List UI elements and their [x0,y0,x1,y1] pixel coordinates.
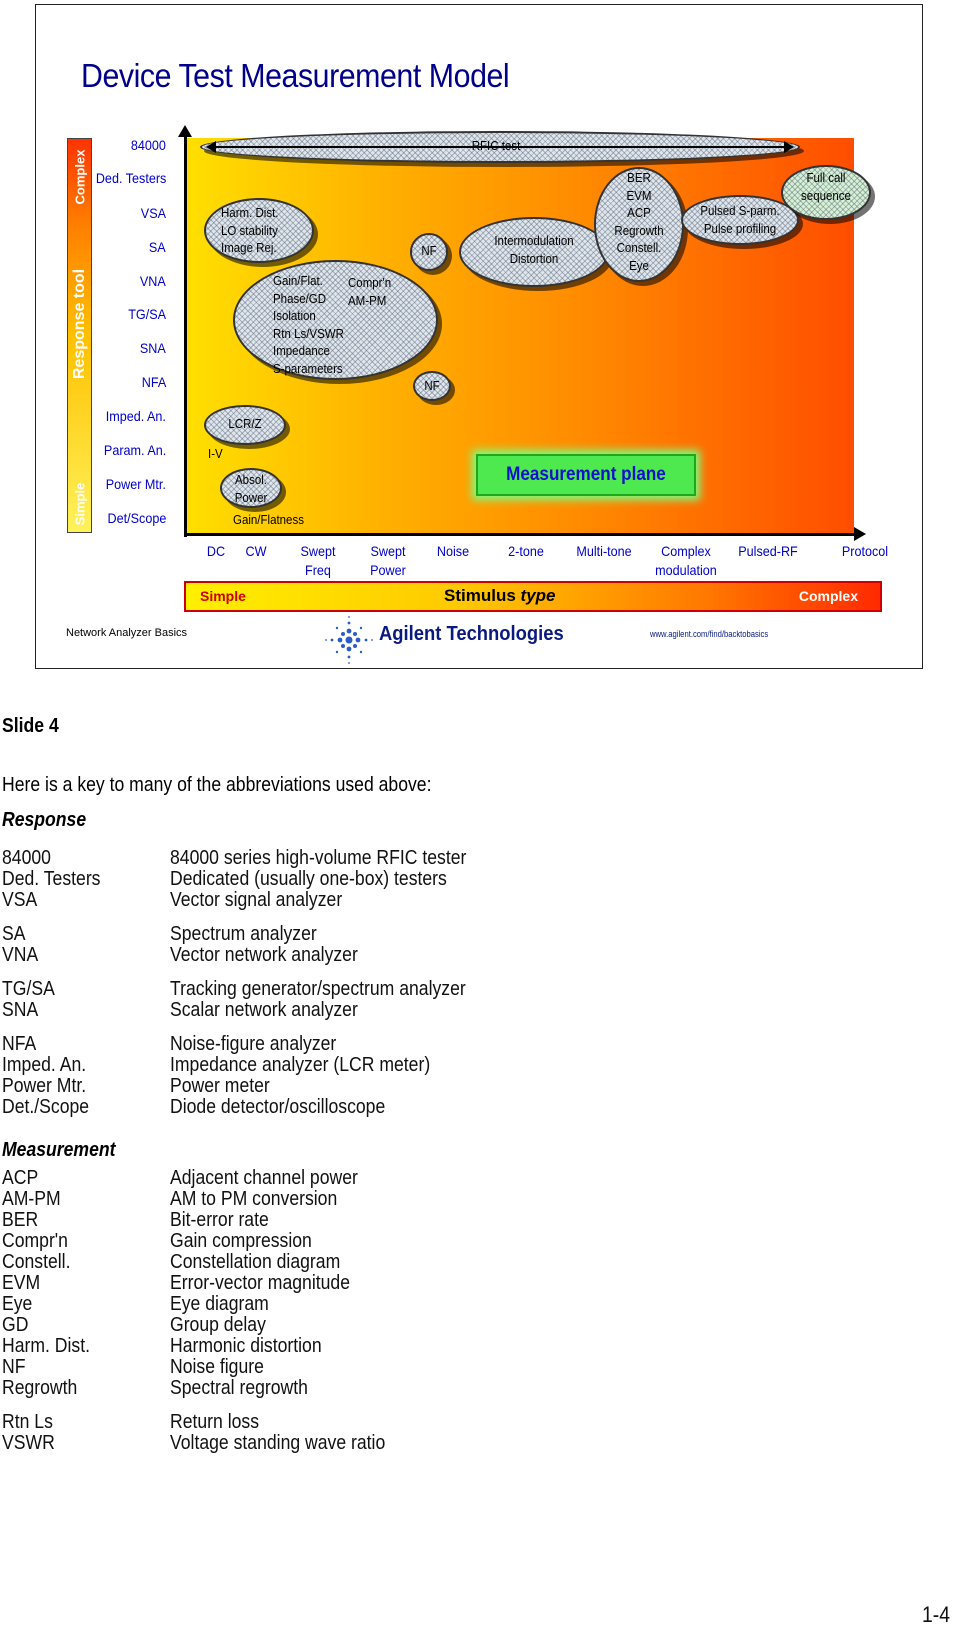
response-tool-label: VNA [140,273,166,289]
footer-url[interactable]: www.agilent.com/find/backtobasics [650,629,769,639]
x-axis-arrow [184,533,854,536]
abbreviation-definition: Bit-error rate [170,1209,269,1231]
response-tool-bar [67,138,92,533]
abbreviation-definition: Return loss [170,1411,260,1433]
rfic-arrow-line [214,146,784,148]
stimulus-type-title: Stimulus type [444,586,556,605]
abbreviation-term: Eye [2,1293,33,1315]
abbreviation-term: VSA [2,889,38,911]
abbreviation-definition: Harmonic distortion [170,1335,322,1357]
abbreviation-term: GD [2,1314,29,1336]
stimulus-type-label: Protocol [841,543,889,559]
footer-course-name: Network Analyzer Basics [66,627,188,639]
abbreviation-term: ACP [2,1167,39,1189]
abbreviation-term: Det./Scope [2,1096,90,1118]
stimulus-type-label: CW [245,543,267,559]
iv-label: I-V [208,447,223,461]
rfic-arrow-right-icon [784,141,794,153]
gain-flatness-label: Gain/Flatness [233,513,304,527]
abbreviation-definition: Dedicated (usually one-box) testers [170,868,447,890]
intermod-text: Intermodulation Distortion [494,234,574,266]
abbreviation-definition: Gain compression [170,1230,312,1252]
stimulus-type-bar [184,581,882,612]
abbreviation-term: Imped. An. [2,1054,87,1076]
abbreviation-term: Rtn Ls [2,1411,53,1433]
stimulus-type-label: Complex modulation [655,543,717,578]
abbreviation-definition: Group delay [170,1314,266,1336]
measurement-heading: Measurement [2,1139,116,1161]
response-tool-label: NFA [141,374,166,390]
response-heading: Response [2,809,87,831]
response-tool-label: TG/SA [128,306,166,322]
abbreviation-definition: Diode detector/oscilloscope [170,1096,386,1118]
abbreviation-term: VSWR [2,1432,55,1454]
absol-power-text: Absol. Power [234,473,268,505]
response-tool-label: Imped. An. [105,408,166,424]
bar-complex-label: Complex [72,149,87,205]
abbreviation-term: Regrowth [2,1377,78,1399]
abbreviation-definition: Impedance analyzer (LCR meter) [170,1054,431,1076]
abbreviation-term: SNA [2,999,39,1021]
abbreviation-definition: Power meter [170,1075,270,1097]
compr-text: Compr'n AM-PM [348,276,392,308]
abbreviation-term: Power Mtr. [2,1075,87,1097]
measurement-plane-label: Measurement plane [506,464,666,485]
abbreviation-term: TG/SA [2,978,55,1000]
abbreviation-term: 84000 [2,847,51,869]
abbreviation-definition: Noise figure [170,1356,264,1378]
abbreviation-definition: Vector signal analyzer [170,889,343,911]
agilent-spark-logo-icon [324,615,374,665]
response-tool-label: SA [149,239,166,255]
stimulus-type-label: Multi-tone [576,543,632,559]
response-tool-label: Param. An. [103,442,166,458]
intro-text: Here is a key to many of the abbreviations used above: [2,774,432,796]
abbreviation-definition: Spectrum analyzer [170,923,317,945]
abbreviation-term: Compr'n [2,1230,68,1252]
abbreviation-definition: Vector network analyzer [170,944,358,966]
abbreviation-definition: Error-vector magnitude [170,1272,350,1294]
abbreviation-term: NFA [2,1033,37,1055]
stimulus-type-label: DC [206,543,226,559]
abbreviation-definition: Scalar network analyzer [170,999,358,1021]
slide-title: Device Test Measurement Model [81,57,510,94]
stimulus-type-label: Swept Freq [300,543,336,578]
response-tool-label: Ded. Testers [95,170,166,186]
abbreviation-term: SA [2,923,26,945]
gain-flat-text: Gain/Flat. Phase/GD Isolation Rtn Ls/VSWR Impedance S-parameters [273,274,344,376]
abbreviation-definition: Eye diagram [170,1293,269,1315]
measurement-plane-box [476,454,696,496]
stimulus-type-label: Pulsed-RF [738,543,798,559]
stimulus-type-label: Swept Power [370,543,406,578]
abbreviation-term: Ded. Testers [2,868,101,890]
abbreviation-definition: AM to PM conversion [170,1188,338,1210]
response-tool-label: 84000 [130,137,166,153]
bar-simple-label: Simple [72,482,87,526]
response-tool-label: VSA [140,205,166,221]
response-tool-label: Det/Scope [107,510,166,526]
company-name: Agilent Technologies [379,623,564,645]
abbreviation-term: AM-PM [2,1188,61,1210]
abbreviation-definition: Voltage standing wave ratio [170,1432,386,1454]
nf-bottom-label: NF [424,379,440,393]
abbreviation-term: Constell. [2,1251,71,1273]
abbreviation-definition: Adjacent channel power [170,1167,358,1189]
slide-number-label: Slide 4 [2,715,59,737]
response-tool-label: Power Mtr. [105,476,166,492]
stimulus-type-label: Noise [436,543,470,559]
full-call-text: Full call sequence [801,171,851,203]
abbreviation-definition: Spectral regrowth [170,1377,308,1399]
abbreviation-definition: Constellation diagram [170,1251,341,1273]
bar-response-tool-label: Response tool [70,268,88,380]
stimulus-type-label: 2-tone [508,543,544,559]
nf-top-label: NF [421,244,437,258]
slide-frame [35,4,923,669]
stimulus-simple-label: Simple [200,588,246,604]
abbreviation-term: EVM [2,1272,41,1294]
rfic-arrow-left-icon [206,141,216,153]
y-axis-arrow [184,135,187,537]
abbreviation-term: Harm. Dist. [2,1335,90,1357]
harm-dist-text: Harm. Dist. LO stability Image Rej. [221,206,279,255]
ber-text: BER EVM ACP Regrowth Constell. Eye [614,171,664,273]
abbreviation-definition: Tracking generator/spectrum analyzer [170,978,466,1000]
pulsed-text: Pulsed S-parm. Pulse profiling [700,204,780,236]
abbreviation-term: NF [2,1356,26,1378]
abbreviation-definition: 84000 series high-volume RFIC tester [170,847,467,869]
abbreviation-definition: Noise-figure analyzer [170,1033,337,1055]
response-tool-label: SNA [140,340,166,356]
lcrz-label: LCR/Z [228,417,262,431]
abbreviation-term: BER [2,1209,39,1231]
page-number: 1-4 [922,1602,950,1627]
stimulus-complex-label: Complex [798,588,858,604]
abbreviation-term: VNA [2,944,39,966]
